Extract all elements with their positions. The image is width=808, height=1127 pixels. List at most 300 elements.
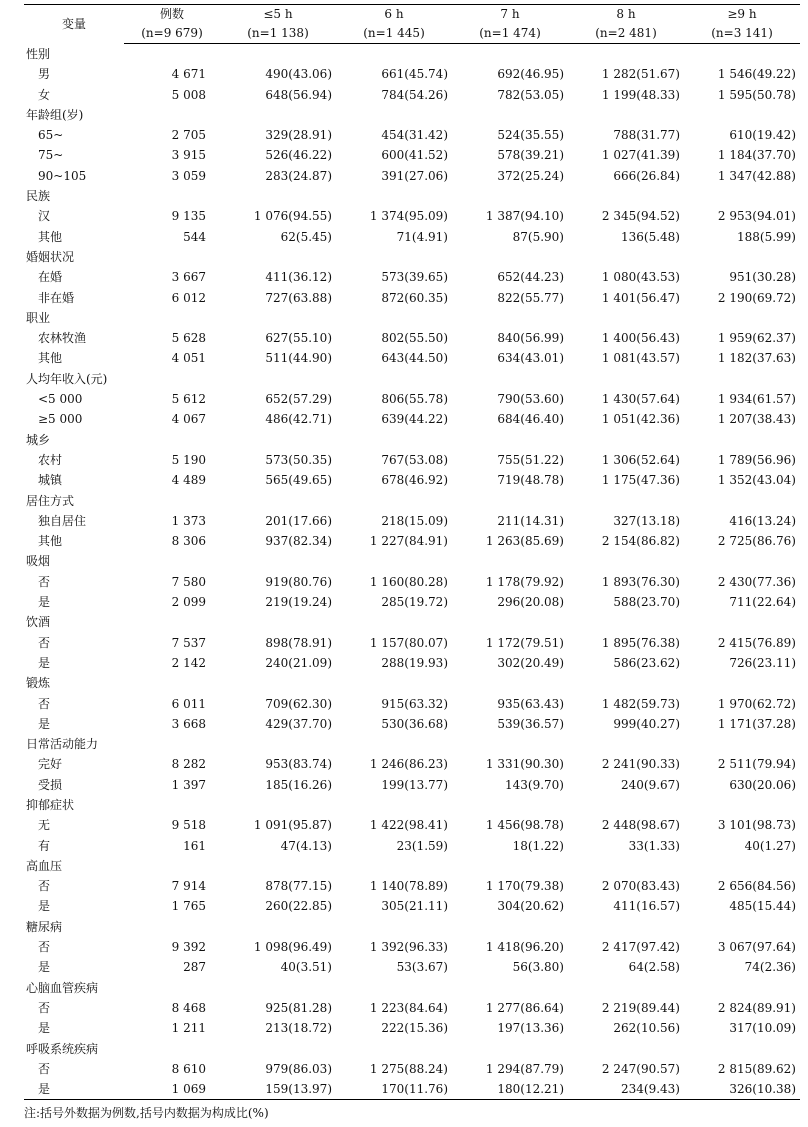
empty-cell: [452, 551, 568, 571]
total-count-cell: 6 011: [171, 696, 206, 711]
total-count-cell: 8 610: [171, 1061, 206, 1076]
row-label: 其他: [38, 534, 63, 549]
value-cell: 1 184(37.70): [717, 148, 796, 163]
value-cell: 47(4.13): [280, 838, 332, 853]
empty-cell: [452, 917, 568, 937]
empty-cell: [124, 673, 220, 693]
empty-cell: [220, 551, 336, 571]
table-row: [24, 572, 800, 592]
header-col-top: 8 h: [568, 5, 684, 25]
total-count-cell: 9 135: [171, 209, 206, 224]
header-col-top: 6 h: [336, 5, 452, 25]
value-cell: 919(80.76): [265, 574, 332, 589]
value-cell: 2 415(76.89): [717, 635, 796, 650]
value-cell: 565(49.65): [265, 473, 332, 488]
value-cell: 1 352(43.04): [717, 473, 796, 488]
empty-cell: [684, 856, 800, 876]
empty-cell: [220, 491, 336, 511]
row-label: 农林牧渔: [38, 331, 87, 346]
value-cell: 1 959(62.37): [717, 331, 796, 346]
total-count-cell: 1 397: [171, 777, 206, 792]
total-count-cell: 9 518: [171, 818, 206, 833]
row-label: <5 000: [38, 392, 83, 407]
category-row: [24, 673, 800, 693]
value-cell: 2 430(77.36): [717, 574, 796, 589]
table-body: [24, 44, 800, 1100]
empty-cell: [684, 612, 800, 632]
value-cell: 170(11.76): [336, 1079, 452, 1100]
row-label: 完好: [38, 757, 63, 772]
value-cell: 1 172(79.51): [485, 635, 564, 650]
table-row: [24, 267, 800, 287]
empty-cell: [124, 856, 220, 876]
table-row: [24, 85, 800, 105]
value-cell: 74(2.36): [744, 960, 796, 975]
row-label: 是: [38, 655, 51, 670]
category-label: 居住方式: [26, 493, 75, 508]
empty-cell: [220, 186, 336, 206]
value-cell: 784(54.26): [381, 87, 448, 102]
total-count-cell: 1 765: [171, 899, 206, 914]
empty-cell: [124, 247, 220, 267]
header-col-top: ≥9 h: [684, 5, 800, 25]
value-cell: 630(20.06): [729, 777, 796, 792]
value-cell: 296(20.08): [497, 595, 564, 610]
header-col-bottom: (n=9 679): [124, 24, 220, 44]
category-row: [24, 247, 800, 267]
row-label: 否: [38, 1061, 51, 1076]
row-label: 其他: [38, 351, 63, 366]
empty-cell: [452, 673, 568, 693]
value-cell: 2 511(79.94): [717, 757, 796, 772]
value-cell: 840(56.99): [497, 331, 564, 346]
row-label: 否: [38, 574, 51, 589]
total-count-cell: 4 489: [171, 473, 206, 488]
table-row: [24, 64, 800, 84]
empty-cell: [452, 105, 568, 125]
row-label: 否: [38, 1000, 51, 1015]
value-cell: 953(83.74): [265, 757, 332, 772]
value-cell: 1 171(37.28): [717, 716, 796, 731]
header-variable: 变量: [24, 5, 124, 44]
total-count-cell: 287: [183, 960, 206, 975]
total-count-cell: 161: [183, 838, 206, 853]
value-cell: 180(12.21): [452, 1079, 568, 1100]
empty-cell: [452, 612, 568, 632]
row-label: ≥5 000: [38, 412, 83, 427]
value-cell: 1 157(80.07): [369, 635, 448, 650]
row-label: 受损: [38, 777, 63, 792]
value-cell: 1 331(90.30): [485, 757, 564, 772]
row-label: 是: [38, 899, 51, 914]
empty-cell: [220, 673, 336, 693]
value-cell: 719(48.78): [497, 473, 564, 488]
table-row: [24, 714, 800, 734]
empty-cell: [568, 430, 684, 450]
category-row: [24, 795, 800, 815]
value-cell: 1 893(76.30): [601, 574, 680, 589]
empty-cell: [124, 369, 220, 389]
table-row: [24, 389, 800, 409]
empty-cell: [452, 44, 568, 65]
row-label: 非在婚: [38, 290, 75, 305]
value-cell: 524(35.55): [497, 128, 564, 143]
value-cell: 1 482(59.73): [601, 696, 680, 711]
value-cell: 1 182(37.63): [717, 351, 796, 366]
total-count-cell: 5 190: [171, 452, 206, 467]
value-cell: 1 076(94.55): [253, 209, 332, 224]
empty-cell: [684, 186, 800, 206]
row-label: 男: [38, 67, 51, 82]
category-label: 人均年收入(元): [26, 371, 108, 386]
empty-cell: [336, 44, 452, 65]
empty-cell: [336, 105, 452, 125]
value-cell: 692(46.95): [497, 67, 564, 82]
value-cell: 283(24.87): [265, 168, 332, 183]
value-cell: 136(5.48): [621, 229, 680, 244]
value-cell: 317(10.09): [729, 1021, 796, 1036]
category-label: 性别: [26, 46, 51, 61]
total-count-cell: 8 306: [171, 534, 206, 549]
empty-cell: [336, 308, 452, 328]
value-cell: 802(55.50): [381, 331, 448, 346]
row-label: 是: [38, 595, 51, 610]
empty-cell: [684, 551, 800, 571]
value-cell: 222(15.36): [381, 1021, 448, 1036]
value-cell: 1 098(96.49): [253, 940, 332, 955]
value-cell: 872(60.35): [381, 290, 448, 305]
empty-cell: [684, 1039, 800, 1059]
empty-cell: [220, 734, 336, 754]
empty-cell: [336, 1039, 452, 1059]
value-cell: 56(3.80): [512, 960, 564, 975]
table-row: [24, 531, 800, 551]
empty-cell: [124, 795, 220, 815]
total-count-cell: 7 914: [171, 879, 206, 894]
value-cell: 490(43.06): [265, 67, 332, 82]
value-cell: 2 725(86.76): [717, 534, 796, 549]
value-cell: 64(2.58): [628, 960, 680, 975]
value-cell: 211(14.31): [497, 513, 564, 528]
header-col-bottom: (n=1 445): [336, 24, 452, 44]
empty-cell: [124, 44, 220, 65]
value-cell: 652(44.23): [497, 270, 564, 285]
row-label: 在婚: [38, 270, 63, 285]
value-cell: 709(62.30): [265, 696, 332, 711]
category-label: 日常活动能力: [26, 737, 99, 752]
category-row: [24, 734, 800, 754]
empty-cell: [336, 673, 452, 693]
category-row: [24, 44, 800, 65]
empty-cell: [568, 917, 684, 937]
value-cell: 1 178(79.92): [485, 574, 564, 589]
table-row: [24, 896, 800, 916]
total-count-cell: 2 142: [171, 655, 206, 670]
total-count-cell: 9 392: [171, 940, 206, 955]
value-cell: 1 546(49.22): [717, 67, 796, 82]
empty-cell: [568, 673, 684, 693]
total-count-cell: 7 580: [171, 574, 206, 589]
value-cell: 684(46.40): [497, 412, 564, 427]
total-count-cell: 1 211: [171, 1021, 206, 1036]
value-cell: 898(78.91): [265, 635, 332, 650]
empty-cell: [336, 551, 452, 571]
table-row: [24, 957, 800, 977]
empty-cell: [336, 186, 452, 206]
value-cell: 1 387(94.10): [485, 209, 564, 224]
empty-cell: [684, 44, 800, 65]
empty-cell: [336, 491, 452, 511]
table-row: [24, 348, 800, 368]
value-cell: 1 294(87.79): [485, 1061, 564, 1076]
table-header: [24, 5, 800, 44]
value-cell: 1 080(43.53): [601, 270, 680, 285]
value-cell: 429(37.70): [265, 716, 332, 731]
empty-cell: [124, 105, 220, 125]
row-label: 是: [38, 1021, 51, 1036]
empty-cell: [220, 430, 336, 450]
value-cell: 326(10.38): [684, 1079, 800, 1100]
table-row: [24, 876, 800, 896]
value-cell: 197(13.36): [497, 1021, 564, 1036]
empty-cell: [684, 308, 800, 328]
table-row: [24, 836, 800, 856]
total-count-cell: 2 099: [171, 595, 206, 610]
value-cell: 159(13.97): [220, 1079, 336, 1100]
row-label: 65~: [38, 128, 64, 143]
total-count-cell: 4 067: [171, 412, 206, 427]
empty-cell: [220, 247, 336, 267]
value-cell: 2 154(86.82): [601, 534, 680, 549]
value-cell: 573(39.65): [381, 270, 448, 285]
category-row: [24, 856, 800, 876]
value-cell: 201(17.66): [265, 513, 332, 528]
table-row: [24, 633, 800, 653]
header-col-bottom: (n=1 474): [452, 24, 568, 44]
total-count-cell: 5 628: [171, 331, 206, 346]
value-cell: 1 970(62.72): [717, 696, 796, 711]
value-cell: 999(40.27): [613, 716, 680, 731]
table-row: [24, 937, 800, 957]
empty-cell: [336, 369, 452, 389]
table-row: [24, 409, 800, 429]
category-label: 糖尿病: [26, 919, 63, 934]
empty-cell: [568, 491, 684, 511]
value-cell: 727(63.88): [265, 290, 332, 305]
empty-cell: [124, 978, 220, 998]
table-row: [24, 998, 800, 1018]
total-count-cell: 1 069: [124, 1079, 220, 1100]
value-cell: 262(10.56): [613, 1021, 680, 1036]
empty-cell: [124, 734, 220, 754]
value-cell: 1 282(51.67): [601, 67, 680, 82]
row-label: 否: [38, 635, 51, 650]
value-cell: 1 430(57.64): [601, 392, 680, 407]
category-label: 高血压: [26, 858, 63, 873]
category-label: 城乡: [26, 432, 51, 447]
empty-cell: [336, 856, 452, 876]
value-cell: 218(15.09): [381, 513, 448, 528]
header-col-bottom: (n=1 138): [220, 24, 336, 44]
empty-cell: [684, 369, 800, 389]
empty-cell: [124, 430, 220, 450]
table-row: [24, 1059, 800, 1079]
value-cell: 327(13.18): [613, 513, 680, 528]
empty-cell: [684, 734, 800, 754]
category-label: 职业: [26, 310, 51, 325]
value-cell: 526(46.22): [265, 148, 332, 163]
empty-cell: [452, 795, 568, 815]
value-cell: 1 456(98.78): [485, 818, 564, 833]
table-row: [24, 470, 800, 490]
empty-cell: [220, 795, 336, 815]
value-cell: 648(56.94): [265, 87, 332, 102]
value-cell: 1 306(52.64): [601, 452, 680, 467]
row-label: 是: [38, 960, 51, 975]
value-cell: 1 091(95.87): [253, 818, 332, 833]
empty-cell: [568, 308, 684, 328]
empty-cell: [568, 1039, 684, 1059]
total-count-cell: 6 012: [171, 290, 206, 305]
category-label: 年龄组(岁): [26, 107, 84, 122]
value-cell: 2 953(94.01): [717, 209, 796, 224]
value-cell: 588(23.70): [613, 595, 680, 610]
empty-cell: [568, 105, 684, 125]
table-row: [24, 775, 800, 795]
empty-cell: [336, 795, 452, 815]
value-cell: 143(9.70): [505, 777, 564, 792]
value-cell: 755(51.22): [497, 452, 564, 467]
value-cell: 1 175(47.36): [601, 473, 680, 488]
value-cell: 2 219(89.44): [601, 1000, 680, 1015]
value-cell: 71(4.91): [396, 229, 448, 244]
value-cell: 2 417(97.42): [601, 940, 680, 955]
value-cell: 411(16.57): [613, 899, 680, 914]
value-cell: 806(55.78): [381, 392, 448, 407]
data-table: [24, 4, 800, 1100]
value-cell: 285(19.72): [381, 595, 448, 610]
value-cell: 726(23.11): [729, 655, 796, 670]
value-cell: 219(19.24): [265, 595, 332, 610]
value-cell: 2 824(89.91): [717, 1000, 796, 1015]
value-cell: 790(53.60): [497, 392, 564, 407]
table-row: [24, 1018, 800, 1038]
category-row: [24, 186, 800, 206]
empty-cell: [452, 247, 568, 267]
empty-cell: [452, 430, 568, 450]
value-cell: 1 401(56.47): [601, 290, 680, 305]
value-cell: 33(1.33): [628, 838, 680, 853]
total-count-cell: 1 373: [171, 513, 206, 528]
value-cell: 925(81.28): [265, 1000, 332, 1015]
value-cell: 1 051(42.36): [601, 412, 680, 427]
category-row: [24, 917, 800, 937]
value-cell: 1 895(76.38): [601, 635, 680, 650]
table-row: [24, 145, 800, 165]
total-count-cell: 4 671: [171, 67, 206, 82]
total-count-cell: 3 059: [171, 168, 206, 183]
total-count-cell: 8 468: [171, 1000, 206, 1015]
empty-cell: [684, 105, 800, 125]
empty-cell: [336, 917, 452, 937]
row-label: 否: [38, 940, 51, 955]
value-cell: 1 246(86.23): [369, 757, 448, 772]
value-cell: 639(44.22): [381, 412, 448, 427]
empty-cell: [568, 612, 684, 632]
empty-cell: [220, 369, 336, 389]
empty-cell: [568, 856, 684, 876]
value-cell: 634(43.01): [497, 351, 564, 366]
category-label: 婚姻状况: [26, 249, 75, 264]
total-count-cell: 2 705: [171, 128, 206, 143]
value-cell: 304(20.62): [497, 899, 564, 914]
value-cell: 40(1.27): [744, 838, 796, 853]
empty-cell: [452, 186, 568, 206]
table-row: [24, 815, 800, 835]
category-row: [24, 551, 800, 571]
empty-cell: [124, 1039, 220, 1059]
value-cell: 2 070(83.43): [601, 879, 680, 894]
table-row: [24, 754, 800, 774]
empty-cell: [684, 795, 800, 815]
empty-cell: [684, 430, 800, 450]
value-cell: 937(82.34): [265, 534, 332, 549]
value-cell: 2 448(98.67): [601, 818, 680, 833]
value-cell: 18(1.22): [512, 838, 564, 853]
table-note: 注:括号外数据为例数,括号内数据为构成比(%): [24, 1106, 269, 1120]
value-cell: 2 345(94.52): [601, 209, 680, 224]
category-row: [24, 612, 800, 632]
empty-cell: [684, 917, 800, 937]
row-label: 否: [38, 879, 51, 894]
row-label: 90~105: [38, 168, 87, 183]
value-cell: 822(55.77): [497, 290, 564, 305]
row-label: 是: [24, 1079, 124, 1100]
value-cell: 979(86.03): [265, 1061, 332, 1076]
value-cell: 3 101(98.73): [717, 818, 796, 833]
category-row: [24, 1039, 800, 1059]
empty-cell: [336, 612, 452, 632]
category-label: 锻炼: [26, 676, 51, 691]
empty-cell: [684, 673, 800, 693]
value-cell: 643(44.50): [381, 351, 448, 366]
empty-cell: [220, 856, 336, 876]
empty-cell: [124, 491, 220, 511]
category-label: 民族: [26, 189, 51, 204]
value-cell: 1 027(41.39): [601, 148, 680, 163]
total-count-cell: 544: [183, 229, 206, 244]
value-cell: 199(13.77): [381, 777, 448, 792]
empty-cell: [568, 247, 684, 267]
empty-cell: [124, 186, 220, 206]
value-cell: 87(5.90): [512, 229, 564, 244]
empty-cell: [220, 612, 336, 632]
value-cell: 678(46.92): [381, 473, 448, 488]
value-cell: 1 277(86.64): [485, 1000, 564, 1015]
header-col-top: ≤5 h: [220, 5, 336, 25]
empty-cell: [684, 491, 800, 511]
value-cell: 1 263(85.69): [485, 534, 564, 549]
value-cell: 302(20.49): [497, 655, 564, 670]
value-cell: 2 241(90.33): [601, 757, 680, 772]
table-row: [24, 125, 800, 145]
value-cell: 578(39.21): [497, 148, 564, 163]
value-cell: 767(53.08): [381, 452, 448, 467]
value-cell: 288(19.93): [381, 655, 448, 670]
value-cell: 411(36.12): [265, 270, 332, 285]
empty-cell: [684, 247, 800, 267]
table-row: [24, 288, 800, 308]
